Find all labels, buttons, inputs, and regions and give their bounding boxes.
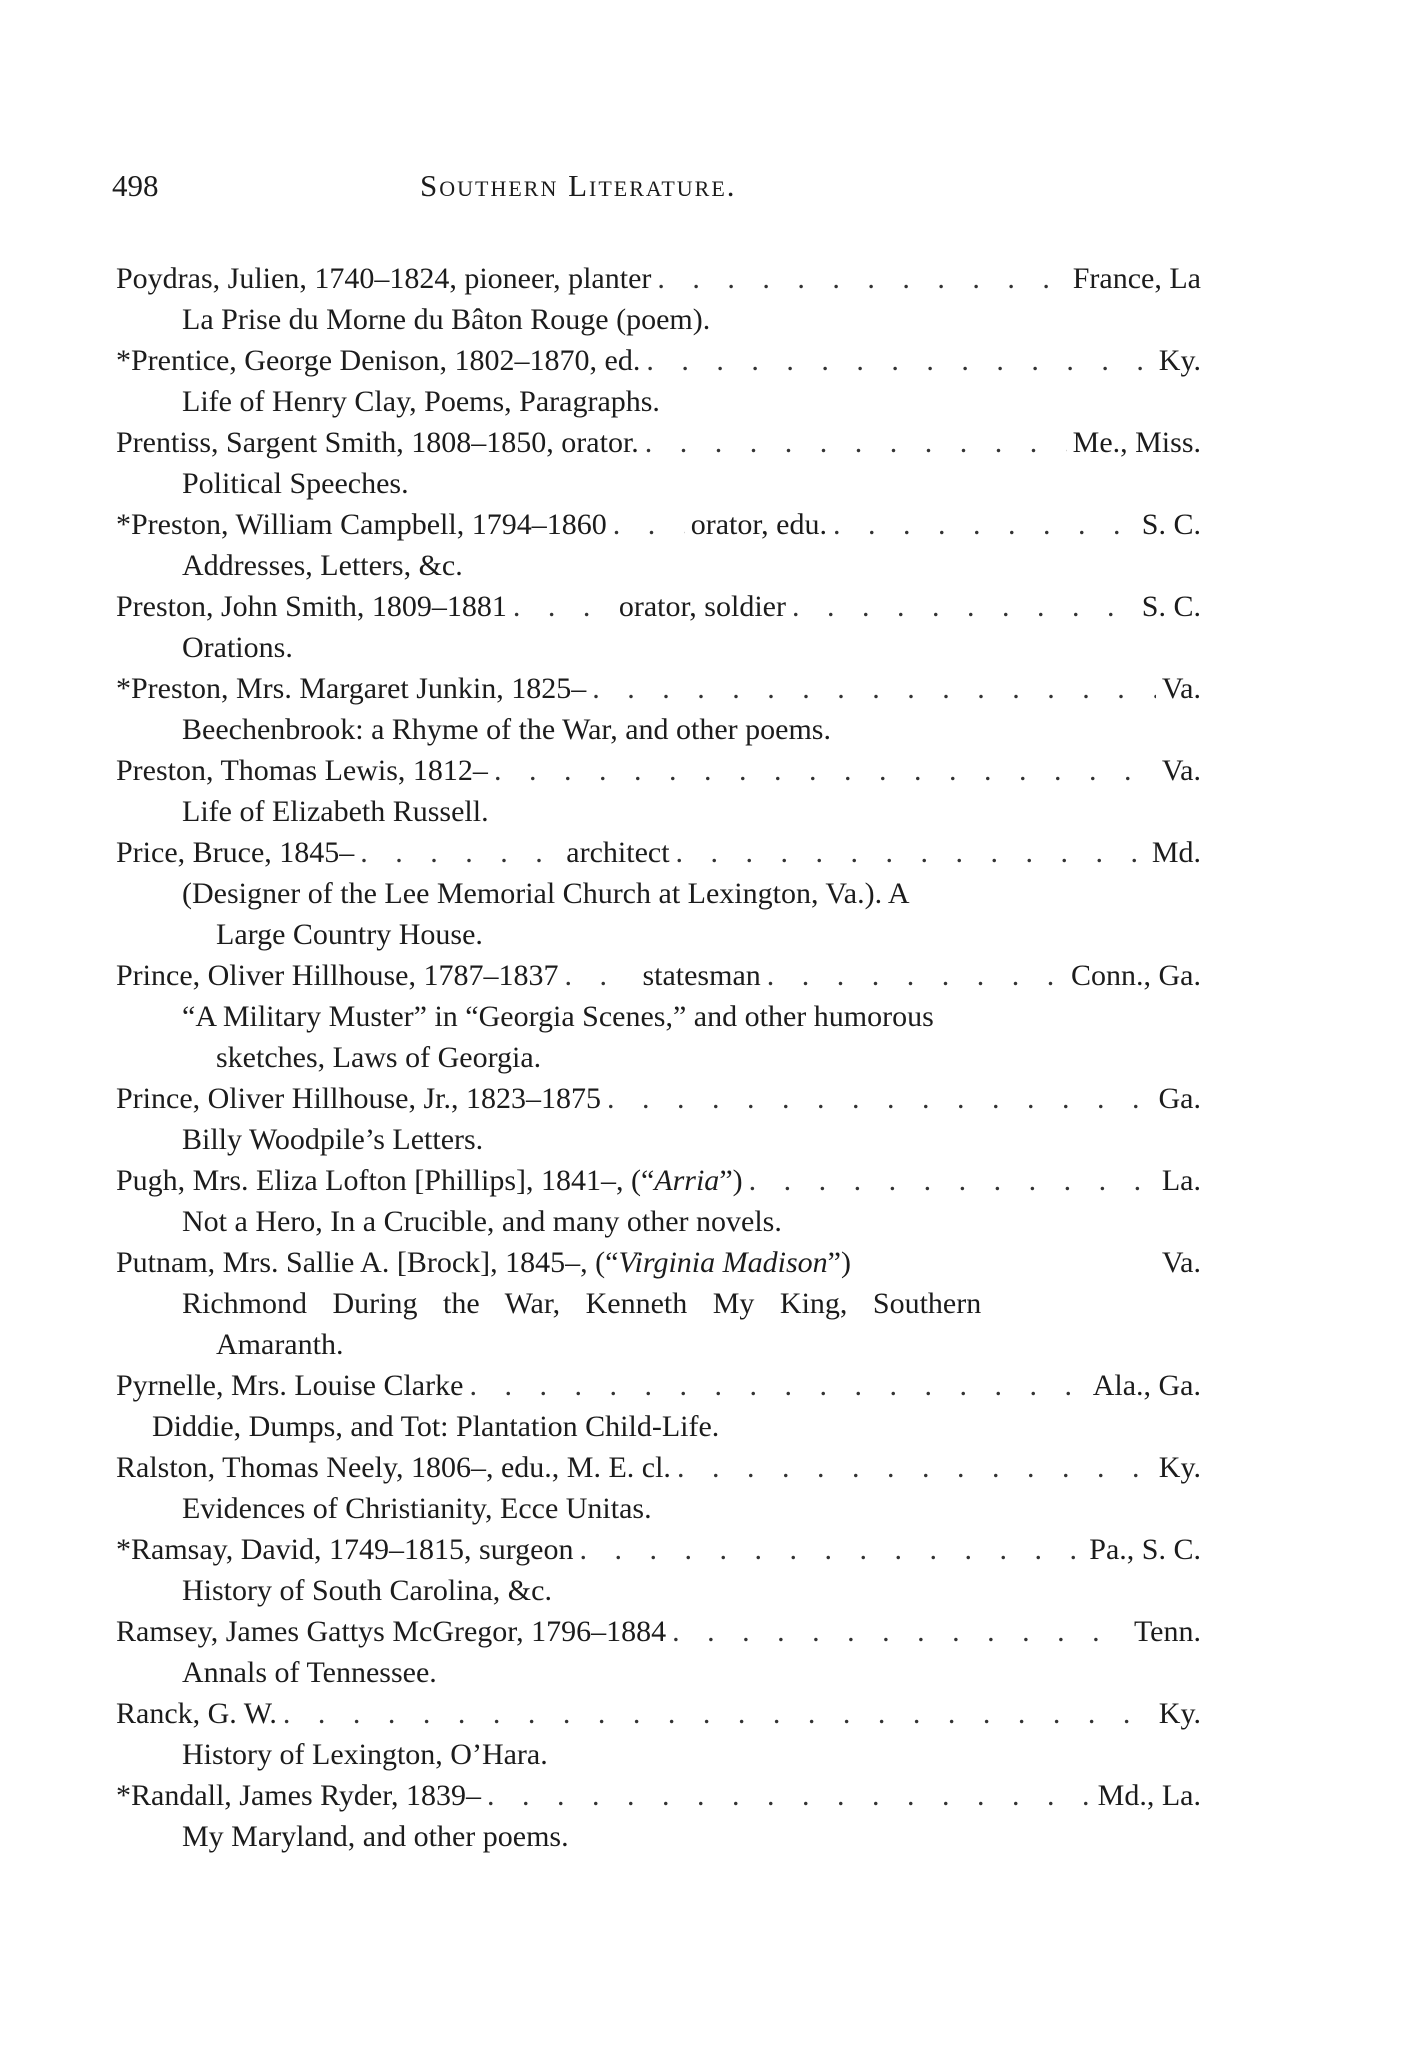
entry-works (116, 1283, 1201, 1365)
leader-dots (607, 1078, 1153, 1119)
entry-place: Ky. (1158, 344, 1201, 377)
entry-works-continuation: Large Country House. (216, 918, 483, 951)
entry-name: Preston, Thomas Lewis, 1812– (116, 754, 488, 787)
leader-dots (676, 832, 1146, 873)
leader-dots (677, 1447, 1153, 1488)
entry-place: France, La (1072, 262, 1201, 295)
entry-price (116, 832, 1201, 955)
entry-place: Pa., S. C. (1089, 1533, 1201, 1566)
biographical-entries-list (116, 258, 1201, 1857)
entry-name-suffix: ”) (827, 1246, 851, 1279)
entry-name: Price, Bruce, 1845– (116, 836, 355, 869)
entry-name: *Preston, Mrs. Margaret Junkin, 1825– (116, 672, 587, 705)
entry-place: Ala., Ga. (1092, 1369, 1201, 1402)
leader-dots (579, 1529, 1083, 1570)
entry-preston-thomas (116, 750, 1201, 832)
leader-dots (494, 750, 1156, 791)
entry-preston-margaret (116, 668, 1201, 750)
entry-place: S. C. (1141, 590, 1201, 623)
entry-works: Not a Hero, In a Crucible, and many other novels. (182, 1205, 782, 1238)
entry-place: Md. (1151, 836, 1201, 869)
entry-works: Life of Henry Clay, Poems, Paragraphs. (182, 385, 660, 418)
entry-works: Annals of Tennessee. (182, 1656, 437, 1689)
leader-dots (833, 504, 1136, 545)
entry-name: Ralston, Thomas Neely, 1806–, edu., M. E. cl. (116, 1451, 671, 1484)
entry-name: Prince, Oliver Hillhouse, 1787–1837 (116, 959, 559, 992)
entry-pyrnelle (116, 1365, 1201, 1447)
entry-pseudonym: Virginia Madison (618, 1246, 828, 1279)
entry-name (116, 1242, 851, 1283)
leader-dots (469, 1365, 1086, 1406)
entry-name-suffix: ”) (719, 1164, 743, 1197)
entry-works: Life of Elizabeth Russell. (182, 795, 489, 828)
leader-dots (513, 586, 613, 627)
leader-dots (749, 1160, 1156, 1201)
entry-place: Md., La. (1097, 1779, 1201, 1812)
entry-randall (116, 1775, 1201, 1857)
entry-works-line: “A Military Muster” in “Georgia Scenes,” and other humorous (182, 1000, 934, 1033)
entry-works: Evidences of Christianity, Ecce Unitas. (182, 1492, 652, 1525)
entry-place: Ky. (1158, 1697, 1201, 1730)
entry-occupation: architect (566, 836, 670, 869)
leader-dots (646, 340, 1152, 381)
entry-name-text: Putnam, Mrs. Sallie A. [Brock], 1845–, (“ (116, 1246, 619, 1279)
entry-name: Prince, Oliver Hillhouse, Jr., 1823–1875 (116, 1082, 601, 1115)
leader-dots (657, 258, 1066, 299)
entry-works: History of Lexington, O’Hara. (182, 1738, 548, 1771)
running-title: Southern Literature. (420, 168, 737, 203)
entry-place: La. (1161, 1164, 1201, 1197)
leader-dots (792, 586, 1136, 627)
entry-occupation: statesman (642, 959, 761, 992)
entry-name: Pyrnelle, Mrs. Louise Clarke (116, 1369, 464, 1402)
entry-name: Poydras, Julien, 1740–1824, pioneer, planter (116, 262, 652, 295)
entry-works: Orations. (182, 631, 293, 664)
entry-name (116, 1160, 743, 1201)
entry-preston-william (116, 504, 1201, 586)
entry-prentice (116, 340, 1201, 422)
entry-works-line: Richmond During the War, Kenneth My King, Southern (182, 1287, 982, 1320)
entry-poydras (116, 258, 1201, 340)
entry-place: Conn., Ga. (1071, 959, 1201, 992)
entry-preston-john (116, 586, 1201, 668)
entry-prince-oliver (116, 955, 1201, 1078)
entry-works: My Maryland, and other poems. (182, 1820, 569, 1853)
entry-place: Ga. (1158, 1082, 1201, 1115)
entry-works (116, 873, 1201, 955)
entry-occupation: orator, soldier (618, 590, 786, 623)
entry-name: Ranck, G. W. (116, 1697, 277, 1730)
entry-place: Va. (1161, 1246, 1201, 1279)
entry-name: *Preston, William Campbell, 1794–1860 (116, 508, 607, 541)
entry-works: Political Speeches. (182, 467, 409, 500)
entry-place: Tenn. (1133, 1615, 1201, 1648)
leader-dots (360, 832, 560, 873)
entry-ramsey (116, 1611, 1201, 1693)
entry-name: Prentiss, Sargent Smith, 1808–1850, orator. (116, 426, 639, 459)
entry-works: History of South Carolina, &c. (182, 1574, 552, 1607)
entry-works (116, 996, 1201, 1078)
leader-dots (283, 1693, 1153, 1734)
leader-dots (645, 422, 1067, 463)
entry-name: Preston, John Smith, 1809–1881 (116, 590, 507, 623)
entry-name: *Prentice, George Denison, 1802–1870, ed. (116, 344, 641, 377)
entry-works: Addresses, Letters, &c. (182, 549, 463, 582)
entry-place: S. C. (1141, 508, 1201, 541)
page-number: 498 (112, 168, 159, 203)
page-header (112, 168, 1212, 216)
entry-name: *Ramsay, David, 1749–1815, surgeon (116, 1533, 574, 1566)
leader-dots (564, 955, 636, 996)
entry-works-line: (Designer of the Lee Memorial Church at Lexington, Va.). A (182, 877, 910, 910)
entry-ranck (116, 1693, 1201, 1775)
entry-ramsay (116, 1529, 1201, 1611)
leader-dots (613, 504, 685, 545)
entry-putnam (116, 1242, 1201, 1365)
entry-works-continuation: sketches, Laws of Georgia. (216, 1041, 542, 1074)
entry-occupation: orator, edu. (690, 508, 827, 541)
entry-place: Va. (1161, 672, 1201, 705)
entry-pseudonym: Arria (654, 1164, 720, 1197)
entry-works: Beechenbrook: a Rhyme of the War, and other poems. (182, 713, 831, 746)
leader-dots (672, 1611, 1128, 1652)
leader-dots (592, 668, 1156, 709)
leader-dots (487, 1775, 1092, 1816)
entry-place: Me., Miss. (1072, 426, 1201, 459)
entry-name: *Randall, James Ryder, 1839– (116, 1779, 482, 1812)
entry-ralston (116, 1447, 1201, 1529)
entry-name: Ramsey, James Gattys McGregor, 1796–1884 (116, 1615, 667, 1648)
entry-place: Va. (1161, 754, 1201, 787)
entry-pugh (116, 1160, 1201, 1242)
entry-works: La Prise du Morne du Bâton Rouge (poem). (182, 303, 711, 336)
entry-prentiss (116, 422, 1201, 504)
leader-dots (767, 955, 1065, 996)
entry-works: Billy Woodpile’s Letters. (182, 1123, 484, 1156)
entry-place: Ky. (1158, 1451, 1201, 1484)
entry-works-continuation: Amaranth. (216, 1328, 344, 1361)
entry-name-text: Pugh, Mrs. Eliza Lofton [Phillips], 1841–, (“ (116, 1164, 655, 1197)
entry-works: Diddie, Dumps, and Tot: Plantation Child-Life. (152, 1410, 720, 1443)
entry-prince-oliver-jr (116, 1078, 1201, 1160)
